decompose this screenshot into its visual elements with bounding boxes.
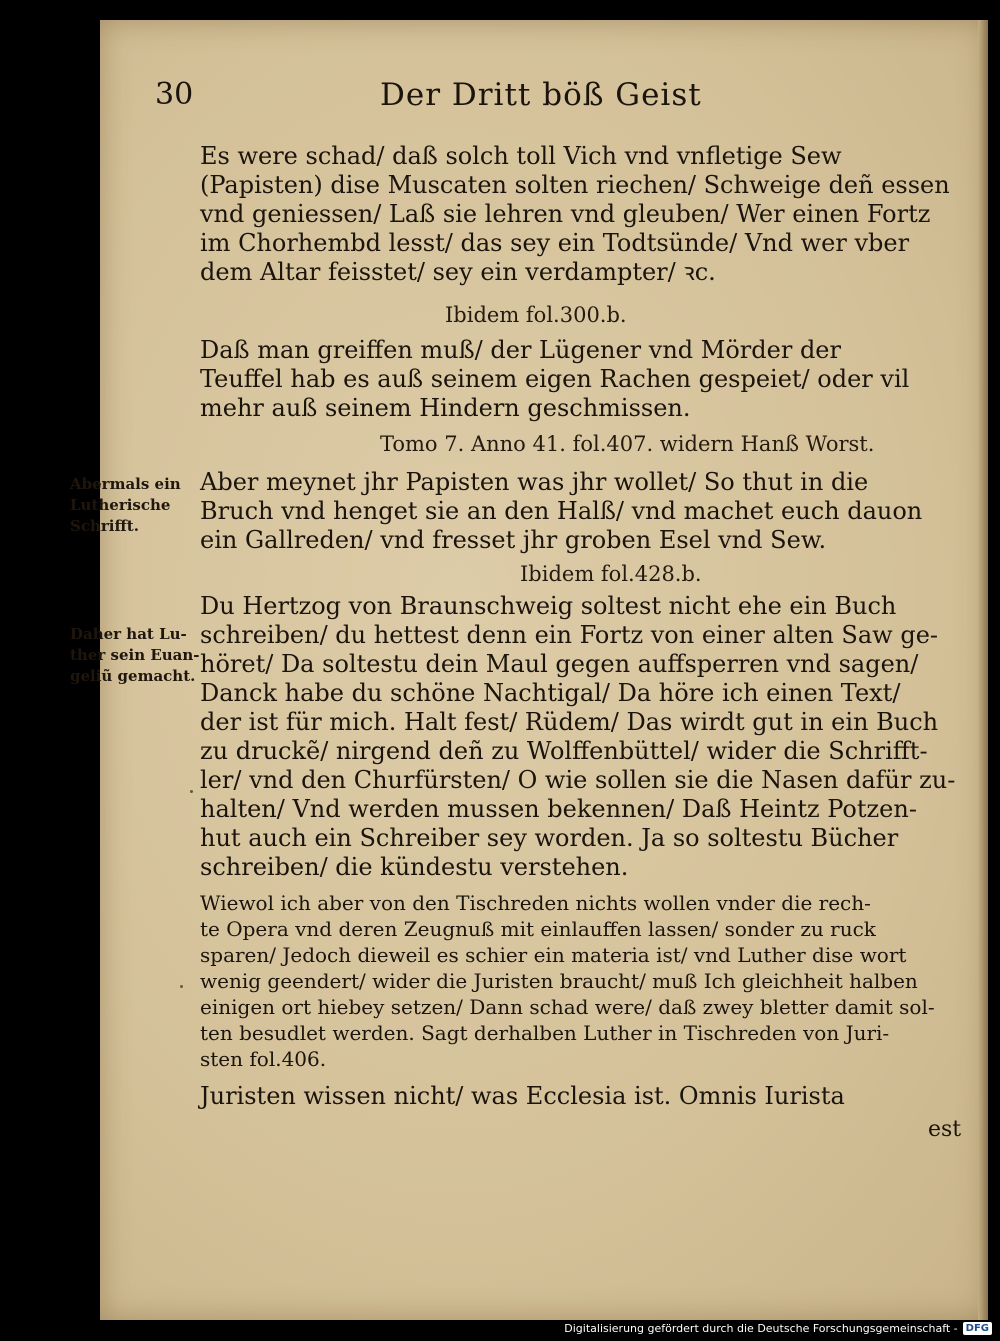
- text-line: hut auch ein Schreiber sey worden. Ja so soltestu Bücher: [200, 824, 899, 852]
- margin-note-2: [70, 624, 200, 687]
- text-line: Du Hertzog von Braunschweig soltest nicht ehe ein Buch: [200, 592, 897, 620]
- text-line: (Papisten) dise Muscaten solten riechen/ Schweige deñ essen: [200, 171, 950, 199]
- text-line: sten fol.406.: [200, 1047, 327, 1071]
- margin-note-line: Lutherische: [70, 496, 171, 514]
- text-line: Daß man greiffen muß/ der Lügener vnd Mörder der: [200, 336, 841, 364]
- paragraph-1: [200, 142, 950, 287]
- reference-ibidem-300: Ibidem fol.300.b.: [445, 303, 627, 327]
- text-line: der ist für mich. Halt fest/ Rüdem/ Das wirdt gut in ein Buch: [200, 708, 939, 736]
- margin-note-line: Daher hat Lu-: [70, 625, 187, 643]
- paragraph-3: [200, 468, 923, 555]
- running-head: Der Dritt böß Geist: [380, 77, 702, 113]
- text-line: ler/ vnd den Churfürsten/ O wie sollen sie die Nasen dafür zu-: [200, 766, 956, 794]
- text-line: Aber meynet jhr Papisten was jhr wollet/ So thut in die: [200, 468, 869, 496]
- page-number: 30: [155, 77, 194, 112]
- text-line: vnd geniessen/ Laß sie lehren vnd gleuben/ Wer einen Fortz: [200, 200, 931, 228]
- page-edge: [978, 20, 988, 1320]
- text-line: Wiewol ich aber von den Tischreden nichts wollen vnder die rech-: [200, 891, 871, 915]
- reference-ibidem-428: Ibidem fol.428.b.: [520, 562, 702, 586]
- margin-note-line: geliũ gemacht.: [70, 667, 196, 685]
- paragraph-6: [200, 1082, 860, 1111]
- text-line: mehr auß seinem Hindern geschmissen.: [200, 394, 691, 422]
- text-line: zu druckẽ/ nirgend deñ zu Wolffenbüttel/ wider die Schrifft-: [200, 737, 928, 765]
- catchword: est: [928, 1117, 962, 1142]
- text-line: im Chorhembd lesst/ das sey ein Todtsünde/ Vnd wer vber: [200, 229, 910, 257]
- reference-tomo-7: Tomo 7. Anno 41. fol.407. widern Hanß Worst.: [380, 432, 875, 456]
- text-line: Teuffel hab es auß seinem eigen Rachen gespeiet/ oder vil: [200, 365, 910, 393]
- paragraph-4: [200, 592, 956, 882]
- paper-speck: [180, 985, 183, 988]
- text-line: schreiben/ die kündestu verstehen.: [200, 853, 629, 881]
- paragraph-2: [200, 336, 910, 423]
- text-line: schreiben/ du hettest denn ein Fortz von einer alten Saw ge-: [200, 621, 938, 649]
- margin-note-line: Abermals ein: [70, 475, 181, 493]
- text-line: einigen ort hiebey setzen/ Dann schad were/ daß zwey bletter damit sol-: [200, 995, 935, 1019]
- text-line: te Opera vnd deren Zeugnuß mit einlauffen lassen/ sonder zu ruck: [200, 917, 876, 941]
- margin-note-1: [70, 474, 200, 537]
- margin-note-line: ther sein Euan-: [70, 646, 200, 664]
- dfg-logo: DFG: [963, 1322, 992, 1335]
- text-line: ein Gallreden/ vnd fresset jhr groben Esel vnd Sew.: [200, 526, 827, 554]
- paper-speck: [190, 790, 193, 793]
- footer-text: Digitalisierung gefördert durch die Deutsche Forschungsgemeinschaft -: [564, 1322, 958, 1335]
- text-line: höret/ Da soltestu dein Maul gegen auffsperren vnd sagen/: [200, 650, 919, 678]
- text-line: Juristen wissen nicht/ was Ecclesia ist. Omnis Iurista: [200, 1082, 845, 1110]
- text-line: Es were schad/ daß solch toll Vich vnd vnfletige Sew: [200, 142, 842, 170]
- paragraph-5: [200, 890, 935, 1072]
- margin-note-line: Schrifft.: [70, 517, 139, 535]
- text-line: dem Altar feisstet/ sey ein verdampter/ ꝛc.: [200, 258, 716, 286]
- text-line: Bruch vnd henget sie an den Halß/ vnd machet euch dauon: [200, 497, 923, 525]
- footer: [564, 1322, 992, 1335]
- text-line: ten besudlet werden. Sagt derhalben Luther in Tischreden von Juri-: [200, 1021, 890, 1045]
- text-line: Danck habe du schöne Nachtigal/ Da höre ich einen Text/: [200, 679, 901, 707]
- text-line: wenig geendert/ wider die Juristen braucht/ muß Ich gleichheit halben: [200, 969, 918, 993]
- text-line: halten/ Vnd werden mussen bekennen/ Daß Heintz Potzen-: [200, 795, 917, 823]
- text-line: sparen/ Jedoch dieweil es schier ein materia ist/ vnd Luther dise wort: [200, 943, 907, 967]
